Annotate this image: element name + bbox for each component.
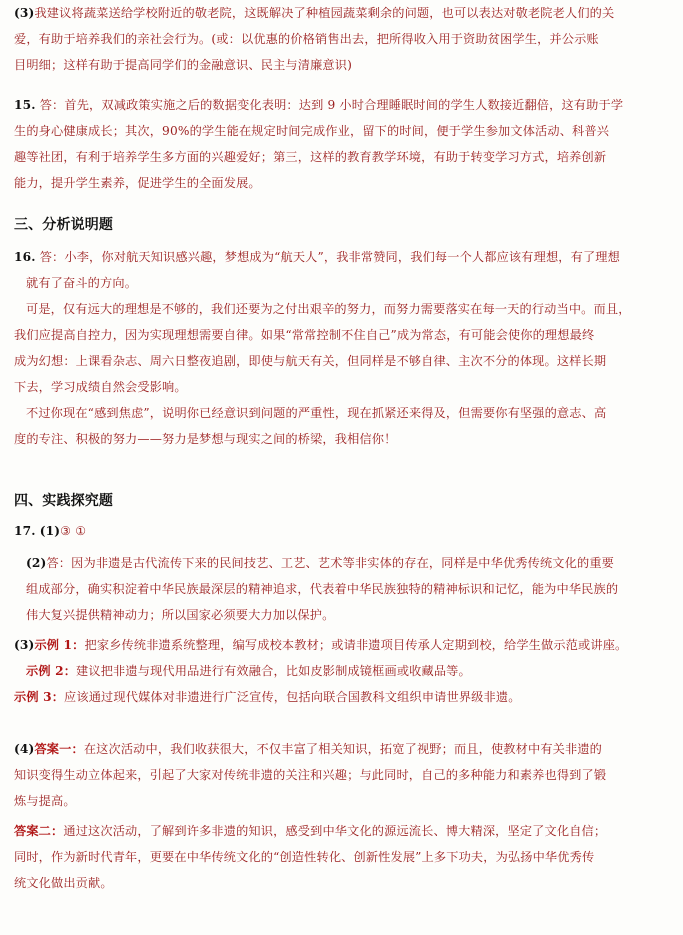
q14-part3-line: (3)我建议将蔬菜送给学校附近的敬老院，这既解决了种植园蔬菜剩余的问题，也可以表达对敬老院老人们的关 bbox=[14, 6, 615, 20]
q17-part2-line: (2)答：因为非遗是古代流传下来的民间技艺、工艺、艺术等非实体的存在，同样是中华优秀传统文化的重要 bbox=[26, 556, 614, 570]
q17-part4-answer2-line: 同时，作为新时代青年，更要在中华传统文化的“创造性转化、创新性发展”上多下功夫，为弘扬中华优秀传 bbox=[14, 850, 595, 864]
q16-number: 16. bbox=[14, 250, 36, 264]
q17-part3-example: 示例 3：应该通过现代媒体对非遗进行广泛宣传，包括向联合国教科文组织申请世界级非遗。 bbox=[14, 690, 521, 704]
q14-part3-line: 爱，有助于培养我们的亲社会行为。(或：以优惠的价格销售出去，把所得收入用于资助贫困学生，并公示账 bbox=[14, 32, 599, 46]
q16-line: 不过你现在“感到焦虑”，说明你已经意识到问题的严重性，现在抓紧还来得及，但需要你有坚强的意志、高 bbox=[26, 406, 607, 420]
q16 bbox=[14, 244, 670, 452]
q14-part3 bbox=[14, 0, 670, 78]
q16-line: 就有了奋斗的方向。 bbox=[26, 276, 138, 290]
q17-part3-example: (3)示例 1：把家乡传统非遗系统整理，编写成校本教材；或请非遗项目传承人定期到校，给学生做示范或讲座。 bbox=[14, 638, 628, 652]
q15-number: 15. bbox=[14, 98, 36, 112]
q17-part3-example: 示例 2：建议把非遗与现代用品进行有效融合，比如皮影制成镜框画或收藏品等。 bbox=[26, 664, 471, 678]
q17 bbox=[14, 518, 670, 896]
q15 bbox=[14, 92, 670, 196]
section-4-heading: 四、实践探究题 bbox=[14, 493, 114, 509]
section-3-heading: 三、分析说明题 bbox=[14, 217, 114, 233]
q16-line: 我们应提高自控力，因为实现理想需要自律。如果“常常控制不住自己”成为常态，有可能会使你的理想最终 bbox=[14, 328, 595, 342]
q17-part2-line: 伟大复兴提供精神动力；所以国家必须要大力加以保护。 bbox=[26, 608, 335, 622]
q17-part2-line: 组成部分，确实积淀着中华民族最深层的精神追求，代表着中华民族独特的精神标识和记忆，能为中华民族的 bbox=[26, 582, 619, 596]
q16-line: 16. 答：小李，你对航天知识感兴趣，梦想成为“航天人”，我非常赞同，我们每一个人都应该有理想，有了理想 bbox=[14, 250, 620, 264]
q17-part4-answer1-line: (4)答案一：在这次活动中，我们收获很大，不仅丰富了相关知识，拓宽了视野；而且，使教材中有关非遗的 bbox=[14, 742, 603, 756]
q17-part4-answer2-line: 答案二：通过这次活动，了解到许多非遗的知识，感受到中华文化的源远流长、博大精深，坚定了文化自信； bbox=[14, 824, 607, 838]
q17-part2-label: (2) bbox=[26, 556, 47, 570]
q17-part1: 17. (1)③ ① bbox=[14, 524, 87, 538]
q15-line: 趣等社团，有利于培养学生多方面的兴趣爱好；第三，这样的教育教学环境，有助于转变学习方式，培养创新 bbox=[14, 150, 607, 164]
q14-part3-line: 目明细；这样有助于提高同学们的金融意识、民主与清廉意识) bbox=[14, 58, 353, 72]
q17-part4-label: (4) bbox=[14, 742, 35, 756]
q16-line: 可是，仅有远大的理想是不够的，我们还要为之付出艰辛的努力，而努力需要落实在每一天的行动当中。而且， bbox=[26, 302, 631, 316]
q17-part4-answer1-line: 炼与提高。 bbox=[14, 794, 76, 808]
q16-line: 成为幻想：上课看杂志、周六日整夜追剧，即使与航天有关，但同样是不够自律、主次不分的体现。这样长期 bbox=[14, 354, 607, 368]
q17-part1-answer: ③ ① bbox=[60, 524, 87, 538]
q15-line: 生的身心健康成长；其次，90%的学生能在规定时间完成作业，留下的时间，便于学生参加文体活动、科普兴 bbox=[14, 124, 610, 138]
q17-part3-label: (3) bbox=[14, 638, 35, 652]
q15-line: 15. 答：首先，双减政策实施之后的数据变化表明：达到 9 小时合理睡眠时间的学生人数接近翻倍，这有助于学 bbox=[14, 98, 624, 112]
q15-line: 能力，提升学生素养，促进学生的全面发展。 bbox=[14, 176, 261, 190]
q14-part3-label: (3) bbox=[14, 6, 35, 20]
q17-part4-answer2-line: 统文化做出贡献。 bbox=[14, 876, 113, 890]
q17-part4-answer1-line: 知识变得生动立体起来，引起了大家对传统非遗的关注和兴趣；与此同时，自己的多种能力和素养也得到了锻 bbox=[14, 768, 607, 782]
q16-line: 度的专注、积极的努力——努力是梦想与现实之间的桥梁，我相信你！ bbox=[14, 432, 397, 446]
q16-line: 下去，学习成绩自然会受影响。 bbox=[14, 380, 187, 394]
q17-number: 17. bbox=[14, 524, 36, 538]
